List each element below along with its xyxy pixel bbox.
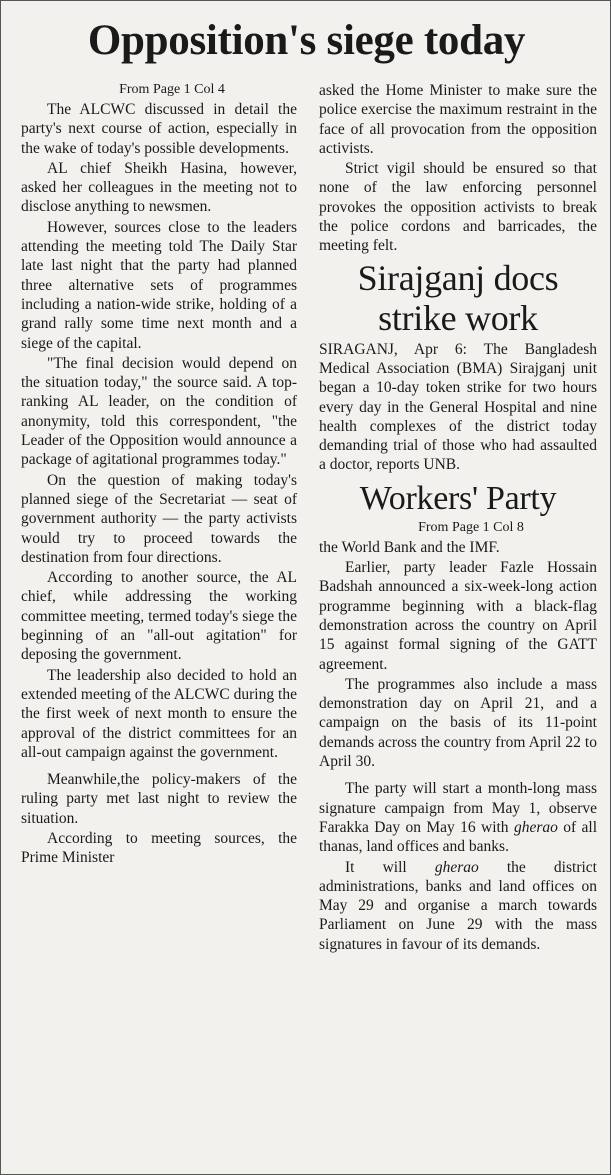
paragraph: Strict vigil should be ensured so that none of the law enforcing personnel provokes the opposition activists to break the police cordons and barricades, the meeting felt.: [319, 160, 597, 255]
story-headline-workers-party: Workers' Party: [359, 479, 557, 517]
paragraph: According to meeting sources, the Prime Minister: [21, 829, 297, 867]
paragraph: Earlier, party leader Fazle Hossain Badshah announced a six-week-long action programme beginning with a black-flag demonstration across the country on April 15 against formal signing of the GATT agreement.: [319, 559, 597, 673]
continued-paragraph: asked the Home Minister to make sure the police exercise the maximum restraint in the face of all provocation from the opposition activists.: [319, 82, 597, 157]
paragraph: "The final decision would depend on the situation today," the source said. A top-ranking AL leader, on the condition of anonymity, told this correspondent, "the Leader of the Opposition would announce a package of agitational programmes today.": [21, 354, 297, 469]
jump-line: From Page 1 Col 4: [119, 82, 225, 97]
text-run: of all thanas, land offices and banks.: [319, 818, 598, 856]
paragraph: [319, 858, 597, 954]
story-headline-sirajganj: Sirajganj docs strike work: [357, 257, 559, 338]
paragraph: Meanwhile,the policy-makers of the ruling party met last night to review the situation.: [21, 771, 297, 827]
paragraph: AL chief Sheikh Hasina, however, asked her colleagues in the meeting not to disclose anything to newsmen.: [21, 159, 297, 216]
page-headline: Opposition's siege today: [87, 17, 526, 64]
paragraph: On the question of making today's planned siege of the Secretariat — seat of government authority — the party activists would try to proceed towards the destination from four directions.: [21, 471, 297, 566]
jump-line: From Page 1 Col 8: [418, 519, 524, 535]
text-run: The party will start a month-long mass signature campaign from May 1, observe Farakka Day on May 16 with: [319, 780, 597, 836]
right-column: [319, 81, 597, 954]
italic-term: gherao: [513, 818, 558, 836]
italic-term: gherao: [434, 858, 479, 876]
paragraph: However, sources close to the leaders attending the meeting told The Daily Star late last night that the party had planned three alternative sets of programmes including a nation-wide strike, holding of a grand rally some time next month and a siege of the capital.: [21, 218, 297, 352]
lead-in: the World Bank and the IMF.: [319, 538, 500, 556]
paragraph: The programmes also include a mass demonstration day on April 21, and a campaign on the basis of its 11-point demands across the country from April 22 to April 30.: [319, 675, 597, 771]
paragraph: According to another source, the AL chief, while addressing the working committee meeting, termed today's siege the beginning of an "all-out agitation" for deposing the government.: [21, 569, 297, 664]
story-body-sirajganj: SIRAGANJ, Apr 6: The Bangladesh Medical Association (BMA) Sirajganj unit began a 10-day token strike for two hours every day in the General Hospital and nine health complexes of the district today demanding trial of those who had assaulted a doctor, reports UNB.: [319, 340, 597, 474]
text-run: the district administrations, banks and land offices on May 29 and organise a march towards Parliament on June 29 with the mass signatures in favour of its demands.: [319, 858, 597, 953]
paragraph: The leadership also decided to hold an extended meeting of the ALCWC during the the first week of next month to ensure the approval of the district committees for an all-out campaign against the government.: [21, 666, 297, 761]
paragraph: [319, 779, 597, 856]
left-column: [21, 81, 297, 868]
paragraph: The ALCWC discussed in detail the party's next course of action, especially in the wake of today's possible developments.: [21, 101, 297, 157]
text-run: It will: [345, 858, 435, 876]
